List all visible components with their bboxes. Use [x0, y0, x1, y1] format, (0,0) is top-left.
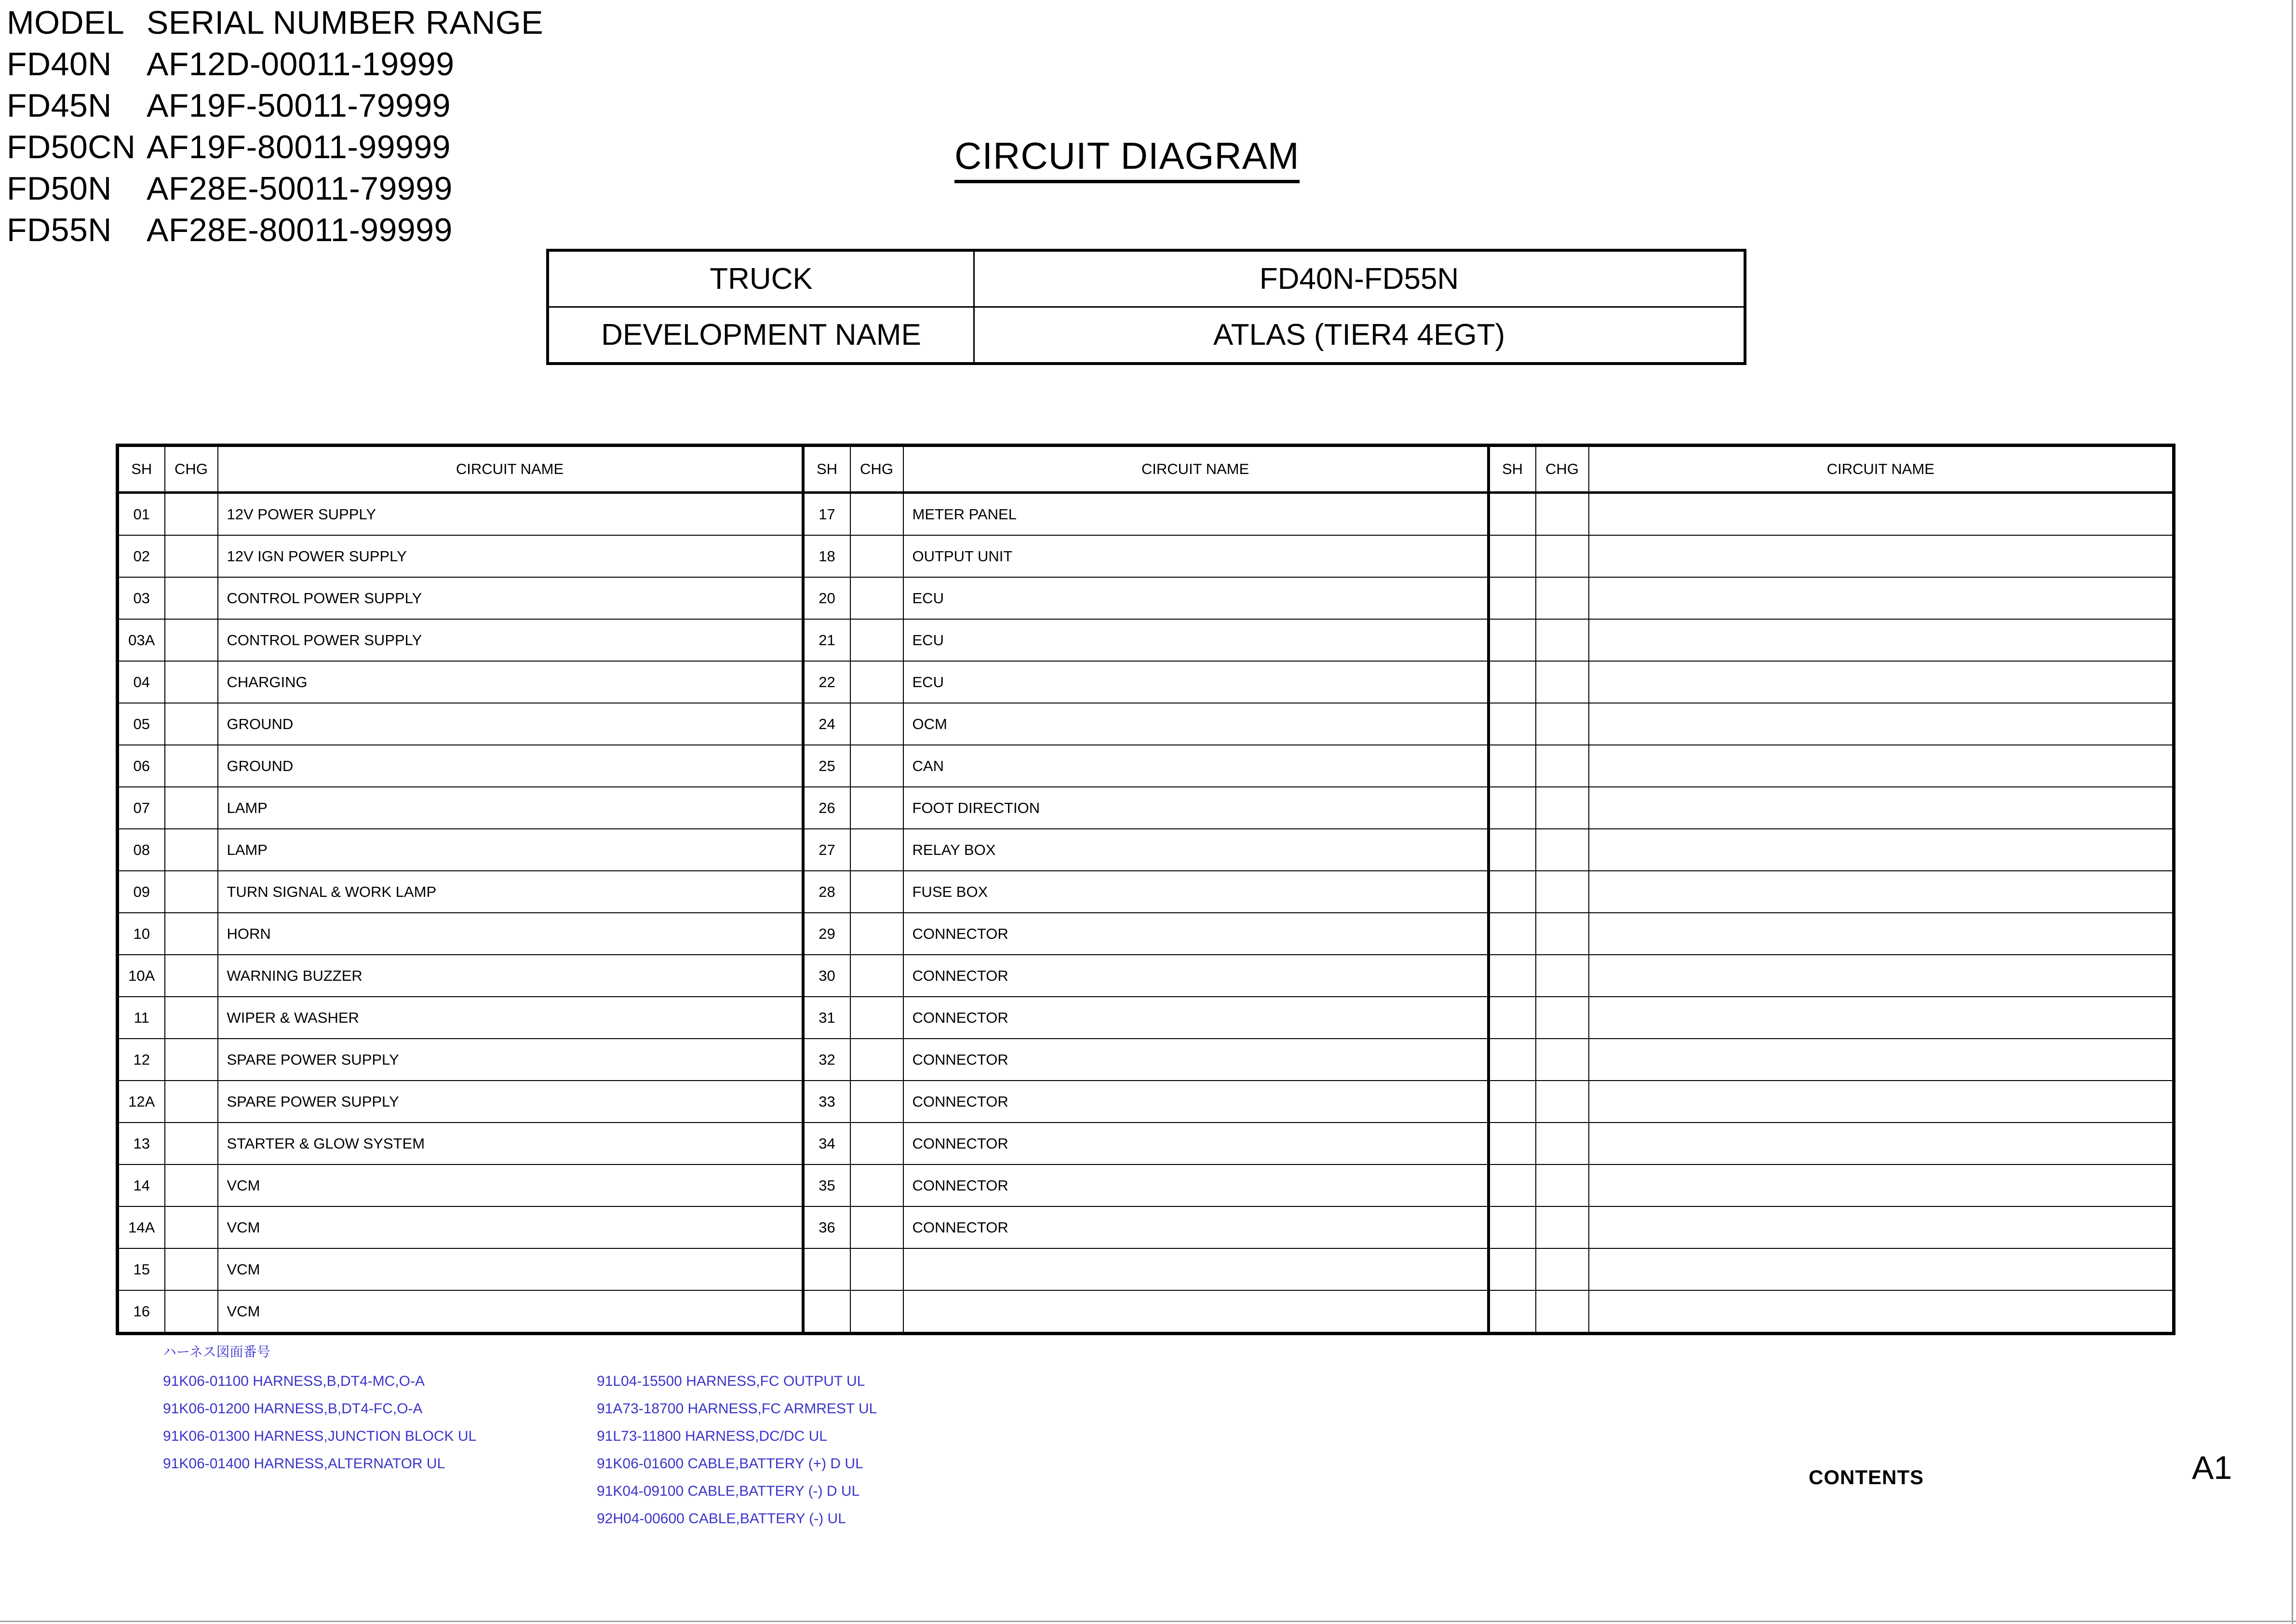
- cell-chg: [165, 955, 218, 997]
- table-row: [118, 1206, 2174, 1248]
- cell-circuit-name: [1589, 577, 2174, 619]
- cell-circuit-name: [1589, 871, 2174, 913]
- cell-sh: [1489, 703, 1536, 745]
- cell-chg: [1536, 1290, 1589, 1334]
- serial-header-label: SERIAL NUMBER RANGE: [147, 4, 544, 41]
- model-name: FD40N: [7, 46, 112, 82]
- cell-chg: [165, 703, 218, 745]
- cell-chg: [1536, 535, 1589, 577]
- model-name: FD55N: [7, 212, 112, 248]
- cell-circuit-name: [1589, 955, 2174, 997]
- cell-sh: [1489, 1081, 1536, 1123]
- cell-circuit-name: CONNECTOR: [903, 955, 1489, 997]
- model-serial-row: [7, 211, 576, 253]
- cell-chg: [1536, 955, 1589, 997]
- cell-chg: [850, 1039, 903, 1081]
- cell-circuit-name: [1589, 997, 2174, 1039]
- cell-circuit-name: VCM: [218, 1248, 803, 1290]
- table-row: [118, 871, 2174, 913]
- cell-chg: [850, 1206, 903, 1248]
- table-row: [548, 250, 1745, 307]
- cell-circuit-name: CONTROL POWER SUPPLY: [218, 619, 803, 661]
- harness-block-title: ハーネス図面番号: [163, 1344, 270, 1359]
- table-row: [118, 619, 2174, 661]
- cell-chg: [850, 955, 903, 997]
- cell-circuit-name: SPARE POWER SUPPLY: [218, 1039, 803, 1081]
- cell-circuit-name: ECU: [903, 577, 1489, 619]
- cell-sh: 08: [118, 829, 165, 871]
- cell-sh: 12: [118, 1039, 165, 1081]
- cell-circuit-name: GROUND: [218, 745, 803, 787]
- cell-sh: 02: [118, 535, 165, 577]
- cell-circuit-name: [1589, 1081, 2174, 1123]
- cell-sh: 28: [803, 871, 850, 913]
- cell-sh: 07: [118, 787, 165, 829]
- cell-sh: 36: [803, 1206, 850, 1248]
- cell-chg: [850, 535, 903, 577]
- cell-chg: [850, 661, 903, 703]
- cell-circuit-name: FUSE BOX: [903, 871, 1489, 913]
- cell-sh: 16: [118, 1290, 165, 1334]
- cell-chg: [850, 997, 903, 1039]
- cell-chg: [1536, 661, 1589, 703]
- table-row: [118, 829, 2174, 871]
- cell-circuit-name: CONNECTOR: [903, 1164, 1489, 1206]
- col-header-chg-2: CHG: [850, 446, 903, 493]
- harness-drawing-number-block: [163, 1345, 877, 1532]
- table-row: [118, 1290, 2174, 1334]
- cell-sh: 01: [118, 493, 165, 536]
- cell-circuit-name: STARTER & GLOW SYSTEM: [218, 1123, 803, 1164]
- cell-sh: 35: [803, 1164, 850, 1206]
- model-serial-row: [7, 128, 576, 170]
- cell-chg: [1536, 997, 1589, 1039]
- model-name: FD50CN: [7, 129, 136, 165]
- cell-sh: [1489, 577, 1536, 619]
- cell-chg: [1536, 829, 1589, 871]
- cell-circuit-name: [1589, 787, 2174, 829]
- cell-sh: 10: [118, 913, 165, 955]
- cell-chg: [165, 1123, 218, 1164]
- cell-sh: [803, 1290, 850, 1334]
- cell-circuit-name: [1589, 619, 2174, 661]
- vehicle-info-table: [546, 249, 1746, 365]
- list-item: 92H04-00600 CABLE,BATTERY (-) UL: [597, 1511, 846, 1527]
- col-header-name-1: CIRCUIT NAME: [218, 446, 803, 493]
- serial-range: AF28E-80011-99999: [147, 212, 453, 248]
- cell-sh: 10A: [118, 955, 165, 997]
- cell-sh: 11: [118, 997, 165, 1039]
- cell-sh: [1489, 1248, 1536, 1290]
- col-header-sh-1: SH: [118, 446, 165, 493]
- cell-sh: 31: [803, 997, 850, 1039]
- cell-chg: [1536, 1123, 1589, 1164]
- contents-label: CONTENTS: [1809, 1466, 1924, 1489]
- cell-sh: [1489, 913, 1536, 955]
- cell-chg: [1536, 787, 1589, 829]
- model-serial-header-row: [7, 4, 576, 45]
- cell-chg: [850, 787, 903, 829]
- cell-sh: [1489, 661, 1536, 703]
- cell-chg: [850, 1290, 903, 1334]
- cell-circuit-name: [1589, 1123, 2174, 1164]
- cell-chg: [165, 1248, 218, 1290]
- page-border-bottom: [0, 1621, 2296, 1622]
- table-row: [118, 703, 2174, 745]
- harness-list-right: [597, 1367, 877, 1532]
- sheet-code: A1: [2192, 1449, 2232, 1486]
- cell-circuit-name: LAMP: [218, 829, 803, 871]
- cell-circuit-name: TURN SIGNAL & WORK LAMP: [218, 871, 803, 913]
- table-row: [118, 1081, 2174, 1123]
- cell-circuit-name: [1589, 1290, 2174, 1334]
- cell-sh: 21: [803, 619, 850, 661]
- cell-sh: [1489, 1290, 1536, 1334]
- cell-chg: [1536, 745, 1589, 787]
- table-row: [118, 787, 2174, 829]
- table-row: [118, 913, 2174, 955]
- cell-chg: [850, 913, 903, 955]
- table-row: [118, 577, 2174, 619]
- cell-circuit-name: [1589, 913, 2174, 955]
- cell-chg: [1536, 619, 1589, 661]
- cell-chg: [1536, 871, 1589, 913]
- cell-circuit-name: WARNING BUZZER: [218, 955, 803, 997]
- cell-circuit-name: [1589, 493, 2174, 536]
- table-row: [118, 997, 2174, 1039]
- cell-circuit-name: [1589, 661, 2174, 703]
- cell-circuit-name: CONTROL POWER SUPPLY: [218, 577, 803, 619]
- cell-circuit-name: GROUND: [218, 703, 803, 745]
- cell-circuit-name: VCM: [218, 1164, 803, 1206]
- cell-chg: [165, 1164, 218, 1206]
- table-row: [118, 1039, 2174, 1081]
- cell-sh: [1489, 745, 1536, 787]
- cell-chg: [1536, 493, 1589, 536]
- cell-chg: [165, 577, 218, 619]
- cell-circuit-name: METER PANEL: [903, 493, 1489, 536]
- cell-circuit-name: CONNECTOR: [903, 913, 1489, 955]
- table-row: [118, 1164, 2174, 1206]
- cell-circuit-name: [1589, 1248, 2174, 1290]
- contents-table-body: [118, 493, 2174, 1334]
- cell-sh: [1489, 619, 1536, 661]
- cell-sh: 20: [803, 577, 850, 619]
- list-item: 91K06-01600 CABLE,BATTERY (+) D UL: [597, 1456, 863, 1472]
- info-value-development-name: ATLAS (TIER4 4EGT): [974, 307, 1745, 364]
- col-header-sh-2: SH: [803, 446, 850, 493]
- list-item: 91L04-15500 HARNESS,FC OUTPUT UL: [597, 1373, 865, 1389]
- cell-sh: [1489, 1123, 1536, 1164]
- cell-circuit-name: [1589, 1206, 2174, 1248]
- list-item: 91K06-01100 HARNESS,B,DT4-MC,O-A: [163, 1373, 425, 1389]
- cell-chg: [850, 577, 903, 619]
- table-header-row: [118, 446, 2174, 493]
- cell-chg: [850, 1164, 903, 1206]
- table-row: [118, 955, 2174, 997]
- serial-range: AF19F-80011-99999: [147, 129, 451, 165]
- model-serial-block: [7, 4, 576, 253]
- cell-sh: 17: [803, 493, 850, 536]
- table-row: [118, 535, 2174, 577]
- cell-sh: [1489, 1206, 1536, 1248]
- cell-circuit-name: ECU: [903, 661, 1489, 703]
- cell-sh: [1489, 997, 1536, 1039]
- cell-sh: [1489, 1164, 1536, 1206]
- info-label-truck: TRUCK: [548, 250, 974, 307]
- cell-circuit-name: CHARGING: [218, 661, 803, 703]
- cell-chg: [1536, 1206, 1589, 1248]
- cell-chg: [850, 619, 903, 661]
- cell-sh: 33: [803, 1081, 850, 1123]
- cell-sh: 03: [118, 577, 165, 619]
- cell-sh: 12A: [118, 1081, 165, 1123]
- cell-sh: [1489, 871, 1536, 913]
- cell-chg: [850, 1081, 903, 1123]
- cell-sh: 15: [118, 1248, 165, 1290]
- model-name: FD45N: [7, 87, 112, 124]
- cell-sh: [1489, 787, 1536, 829]
- cell-chg: [850, 703, 903, 745]
- cell-chg: [165, 1290, 218, 1334]
- cell-chg: [1536, 577, 1589, 619]
- cell-sh: 03A: [118, 619, 165, 661]
- cell-sh: 04: [118, 661, 165, 703]
- col-header-name-2: CIRCUIT NAME: [903, 446, 1489, 493]
- cell-sh: 13: [118, 1123, 165, 1164]
- cell-sh: [1489, 829, 1536, 871]
- cell-chg: [165, 829, 218, 871]
- cell-chg: [165, 997, 218, 1039]
- cell-circuit-name: FOOT DIRECTION: [903, 787, 1489, 829]
- table-row: [118, 1248, 2174, 1290]
- cell-chg: [165, 1081, 218, 1123]
- cell-chg: [165, 493, 218, 536]
- cell-sh: 05: [118, 703, 165, 745]
- model-serial-row: [7, 45, 576, 87]
- cell-sh: 26: [803, 787, 850, 829]
- cell-circuit-name: ECU: [903, 619, 1489, 661]
- cell-sh: 06: [118, 745, 165, 787]
- cell-sh: [803, 1248, 850, 1290]
- list-item: 91K06-01400 HARNESS,ALTERNATOR UL: [163, 1456, 445, 1472]
- cell-chg: [165, 619, 218, 661]
- col-header-sh-3: SH: [1489, 446, 1536, 493]
- col-header-chg-3: CHG: [1536, 446, 1589, 493]
- cell-sh: 24: [803, 703, 850, 745]
- cell-circuit-name: [1589, 1164, 2174, 1206]
- cell-sh: [1489, 955, 1536, 997]
- cell-circuit-name: OUTPUT UNIT: [903, 535, 1489, 577]
- cell-chg: [165, 913, 218, 955]
- list-item: 91K06-01300 HARNESS,JUNCTION BLOCK UL: [163, 1428, 477, 1444]
- page-border-right: [2292, 0, 2293, 1624]
- cell-sh: 22: [803, 661, 850, 703]
- cell-chg: [1536, 1164, 1589, 1206]
- cell-circuit-name: SPARE POWER SUPPLY: [218, 1081, 803, 1123]
- cell-circuit-name: CONNECTOR: [903, 1081, 1489, 1123]
- cell-circuit-name: VCM: [218, 1290, 803, 1334]
- list-item: 91A73-18700 HARNESS,FC ARMREST UL: [597, 1401, 877, 1417]
- cell-circuit-name: OCM: [903, 703, 1489, 745]
- cell-chg: [165, 745, 218, 787]
- cell-circuit-name: [903, 1290, 1489, 1334]
- cell-circuit-name: VCM: [218, 1206, 803, 1248]
- cell-circuit-name: 12V POWER SUPPLY: [218, 493, 803, 536]
- cell-sh: 09: [118, 871, 165, 913]
- info-label-development-name: DEVELOPMENT NAME: [548, 307, 974, 364]
- cell-chg: [1536, 703, 1589, 745]
- col-header-name-3: CIRCUIT NAME: [1589, 446, 2174, 493]
- cell-circuit-name: [1589, 535, 2174, 577]
- cell-circuit-name: CONNECTOR: [903, 1039, 1489, 1081]
- cell-chg: [165, 787, 218, 829]
- cell-chg: [850, 1123, 903, 1164]
- cell-circuit-name: CAN: [903, 745, 1489, 787]
- cell-chg: [850, 1248, 903, 1290]
- cell-sh: 14: [118, 1164, 165, 1206]
- table-row: [548, 307, 1745, 364]
- cell-circuit-name: LAMP: [218, 787, 803, 829]
- cell-sh: 14A: [118, 1206, 165, 1248]
- cell-chg: [165, 535, 218, 577]
- cell-sh: 27: [803, 829, 850, 871]
- cell-chg: [1536, 1081, 1589, 1123]
- table-row: [118, 493, 2174, 536]
- list-item: 91K04-09100 CABLE,BATTERY (-) D UL: [597, 1483, 860, 1499]
- cell-chg: [165, 1206, 218, 1248]
- table-row: [118, 661, 2174, 703]
- cell-circuit-name: WIPER & WASHER: [218, 997, 803, 1039]
- cell-chg: [1536, 1248, 1589, 1290]
- col-header-chg-1: CHG: [165, 446, 218, 493]
- cell-sh: 18: [803, 535, 850, 577]
- cell-circuit-name: HORN: [218, 913, 803, 955]
- list-item: 91K06-01200 HARNESS,B,DT4-FC,O-A: [163, 1401, 423, 1417]
- cell-chg: [1536, 1039, 1589, 1081]
- model-serial-row: [7, 170, 576, 211]
- cell-sh: 25: [803, 745, 850, 787]
- cell-chg: [165, 1039, 218, 1081]
- cell-sh: 30: [803, 955, 850, 997]
- cell-circuit-name: CONNECTOR: [903, 997, 1489, 1039]
- cell-chg: [850, 745, 903, 787]
- cell-chg: [850, 829, 903, 871]
- cell-sh: 34: [803, 1123, 850, 1164]
- cell-chg: [850, 493, 903, 536]
- cell-sh: 32: [803, 1039, 850, 1081]
- cell-circuit-name: [1589, 703, 2174, 745]
- model-header-label: MODEL: [7, 4, 125, 41]
- cell-circuit-name: [903, 1248, 1489, 1290]
- harness-list-left: [163, 1367, 597, 1532]
- cell-sh: 29: [803, 913, 850, 955]
- cell-chg: [850, 871, 903, 913]
- serial-range: AF12D-00011-19999: [147, 46, 455, 82]
- cell-chg: [165, 871, 218, 913]
- cell-circuit-name: [1589, 745, 2174, 787]
- cell-circuit-name: [1589, 1039, 2174, 1081]
- cell-circuit-name: RELAY BOX: [903, 829, 1489, 871]
- table-row: [118, 745, 2174, 787]
- info-value-truck: FD40N-FD55N: [974, 250, 1745, 307]
- table-row: [118, 1123, 2174, 1164]
- cell-circuit-name: CONNECTOR: [903, 1206, 1489, 1248]
- cell-sh: [1489, 535, 1536, 577]
- model-serial-row: [7, 87, 576, 128]
- model-name: FD50N: [7, 170, 112, 207]
- cell-chg: [1536, 913, 1589, 955]
- cell-sh: [1489, 1039, 1536, 1081]
- cell-sh: [1489, 493, 1536, 536]
- cell-circuit-name: [1589, 829, 2174, 871]
- cell-chg: [165, 661, 218, 703]
- list-item: 91L73-11800 HARNESS,DC/DC UL: [597, 1428, 827, 1444]
- serial-range: AF28E-50011-79999: [147, 170, 453, 207]
- page-title: CIRCUIT DIAGRAM: [954, 134, 1300, 183]
- circuit-contents-table: [116, 444, 2175, 1335]
- cell-circuit-name: 12V IGN POWER SUPPLY: [218, 535, 803, 577]
- serial-range: AF19F-50011-79999: [147, 87, 451, 124]
- cell-circuit-name: CONNECTOR: [903, 1123, 1489, 1164]
